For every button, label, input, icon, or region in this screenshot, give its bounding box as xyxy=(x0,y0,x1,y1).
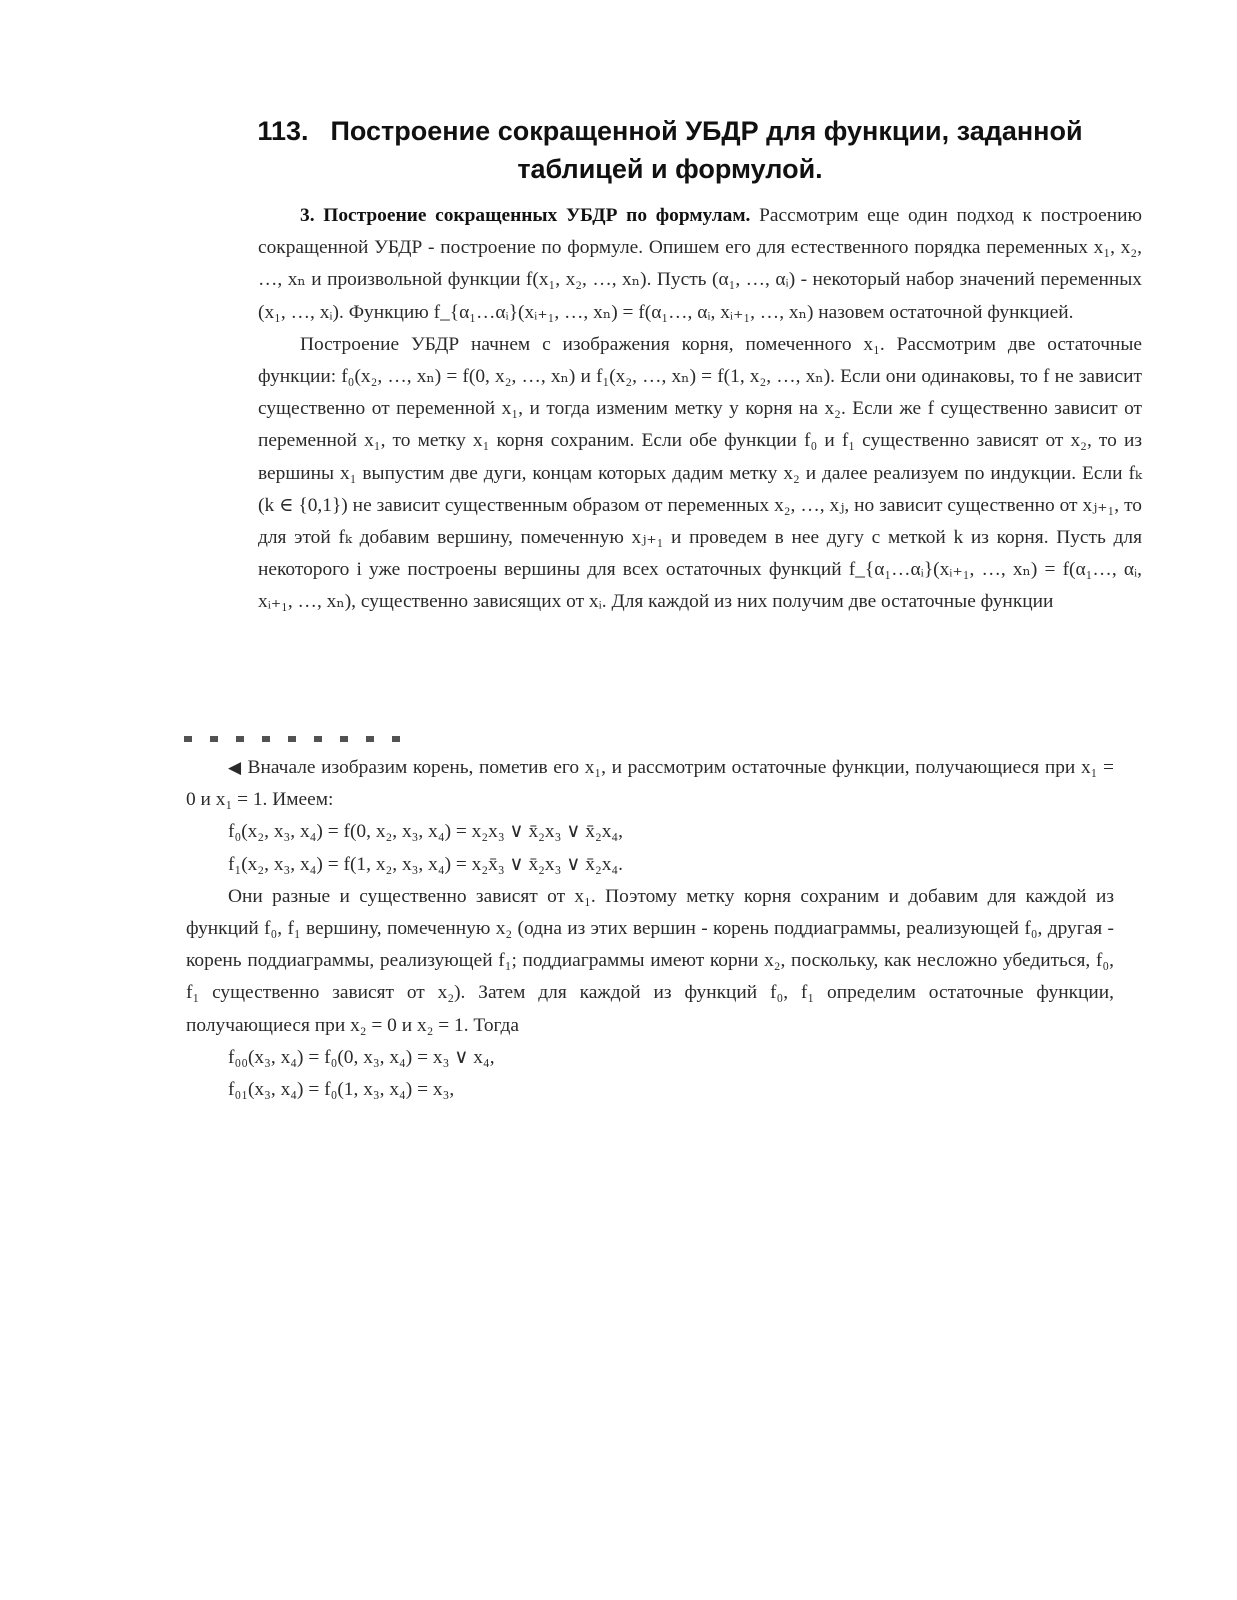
example-paragraph-1 xyxy=(186,752,1114,816)
heading-number: 113. xyxy=(257,116,309,146)
formula-f00: f₀₀(x₃, x₄) = f₀(0, x₃, x₄) = x₃ ∨ x₄, xyxy=(228,1046,495,1068)
section-p1-text: Рассмотрим еще один подход к построению сокращенной УБДР - построение по формуле. Опишем его для естественного порядка переменных x₁, x₂, …, xₙ и произвольной функции f(x₁, x₂, …, xₙ). Пусть (α₁, …, αᵢ) - некоторый набор значений переменных (x₁, …, xᵢ). Функцию f_{α₁…αᵢ}(xᵢ₊₁, …, xₙ) = f(α₁…, αᵢ, xᵢ₊₁, …, xₙ) назовем остаточной функцией. xyxy=(258,205,1142,323)
heading-text: Построение сокращенной УБДР для функции, заданной таблицей и формулой. xyxy=(330,116,1083,184)
page-title xyxy=(200,112,1140,188)
example-paragraph-2: Они разные и существенно зависят от x₁. Поэтому метку корня сохраним и добавим для каждой из функций f₀, f₁ вершину, помеченную x₂ (одна из этих вершин - корень поддиаграммы, реализующей f₀, другая - корень поддиаграммы, реализующей f₁; поддиаграммы имеют корни x₂, поскольку, как несложно убедиться, f₀, f₁ существенно зависят от x₂). Затем для каждой из функций f₀, f₁ определим остаточные функции, получающиеся при x₂ = 0 и x₂ = 1. Тогда xyxy=(186,885,1114,1036)
section-paragraph-2: Построение УБДР начнем с изображения корня, помеченного x₁. Рассмотрим две остаточные функции: f₀(x₂, …, xₙ) = f(0, x₂, …, xₙ) и f₁(x₂, …, xₙ) = f(1, x₂, …, xₙ). Если они одинаковы, то f не зависит существенно от переменной x₁, и тогда изменим метку у корня на x₂. Если же f существенно зависит от переменной x₁, то метку x₁ корня сохраним. Если обе функции f₀ и f₁ существенно зависят от x₂, то из вершины x₁ выпустим две дуги, концам которых дадим метку x₂ и далее реализуем по индукции. Если fₖ (k ∈ {0,1}) не зависит существенным образом от переменных x₂, …, xⱼ, но зависит существенно от xⱼ₊₁, то для этой fₖ добавим вершину, помеченную xⱼ₊₁ и проведем в нее дугу с меткой k из корня. Пусть для некоторого i уже построены вершины для всех остаточных функций f_{α₁…αᵢ}(xᵢ₊₁, …, xₙ) = f(α₁…, αᵢ, xᵢ₊₁, …, xₙ), существенно зависящих от xᵢ. Для каждой из них получим две остаточные функции xyxy=(258,333,1142,613)
section-paragraph-1 xyxy=(258,200,1142,329)
example-p1-text: Вначале изобразим корень, пометив его x₁, и рассмотрим остаточные функции, получающиеся при x₁ = 0 и x₁ = 1. Имеем: xyxy=(186,757,1114,811)
triangle-marker-icon: ◀ xyxy=(228,758,242,778)
formula-f01: f₀₁(x₃, x₄) = f₀(1, x₃, x₄) = x₃, xyxy=(228,1079,455,1101)
section-lead: 3. Построение сокращенных УБДР по формулам. xyxy=(300,205,751,226)
formula-f0: f₀(x₂, x₃, x₄) = f(0, x₂, x₃, x₄) = x₂x₃ ∨ x̄₂x₃ ∨ x̄₂x₄, xyxy=(228,821,624,843)
formula-f1: f₁(x₂, x₃, x₄) = f(1, x₂, x₃, x₄) = x₂x̄₃ ∨ x̄₂x₃ ∨ x̄₂x₄. xyxy=(228,853,624,875)
cut-line-divider xyxy=(184,736,404,742)
section-text xyxy=(258,200,1142,619)
example-text xyxy=(186,752,1114,1106)
